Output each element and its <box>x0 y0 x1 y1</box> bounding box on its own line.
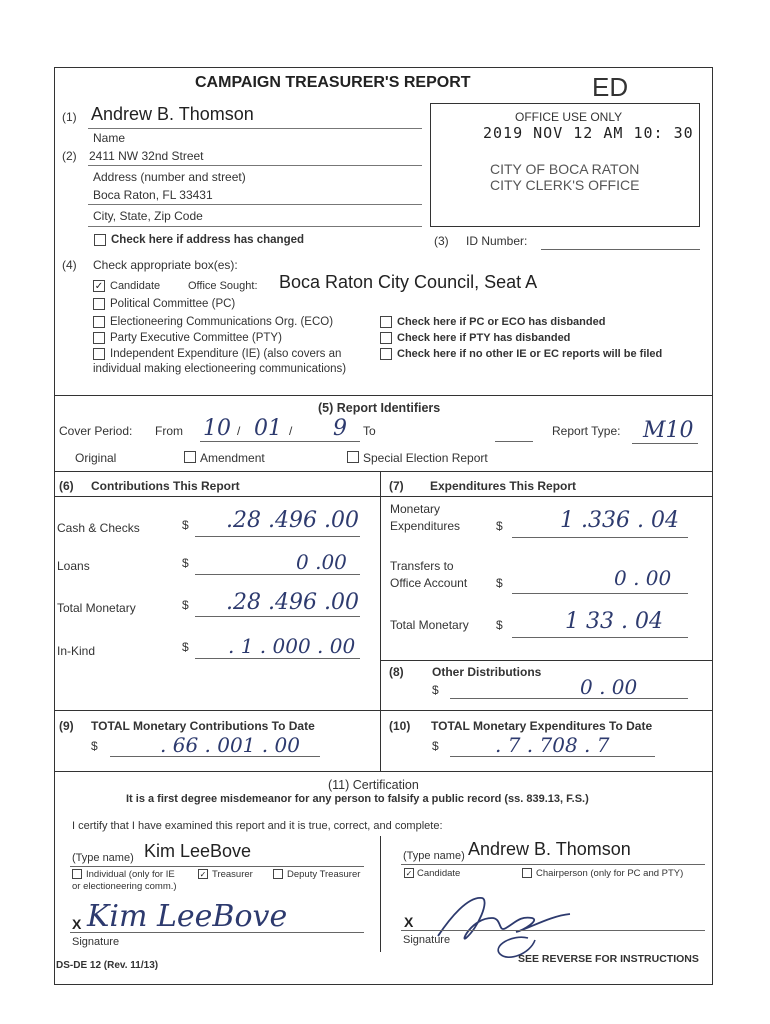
section-7-num: (7) <box>389 479 404 493</box>
city-line <box>88 204 422 205</box>
total-monetary-contrib-label: Total Monetary <box>57 601 136 615</box>
report-type-line <box>632 443 698 444</box>
date-stamp: 2019 NOV 12 AM 10: 30 <box>483 124 694 142</box>
section-3-num: (3) <box>434 234 449 248</box>
cert-candidate-label: Candidate <box>417 868 461 879</box>
falsify-warning: It is a first degree misdemeanor for any person to falsify a public record (ss. 839.13, F.S.) <box>126 793 589 805</box>
section-4-num: (4) <box>62 258 77 272</box>
section-10-num: (10) <box>389 719 411 733</box>
special-election-label: Special Election Report <box>363 451 488 465</box>
check-boxes-instruction: Check appropriate box(es): <box>93 258 238 272</box>
individual-label: Individual (only for IE <box>86 869 175 880</box>
no-other-reports-checkbox[interactable] <box>380 348 392 360</box>
certify-statement: I certify that I have examined this report and it is true, correct, and complete: <box>72 820 443 832</box>
individual-checkbox[interactable] <box>72 869 82 879</box>
section-9-num: (9) <box>59 719 74 733</box>
see-reverse-instructions: SEE REVERSE FOR INSTRUCTIONS <box>518 953 699 965</box>
candidate-checkbox[interactable]: ✓ <box>94 281 104 292</box>
individual-label-continued: or electioneering comm.) <box>72 881 177 892</box>
treasurer-label: Treasurer <box>212 869 253 880</box>
signature-divider <box>380 836 381 952</box>
street-line <box>88 165 422 166</box>
city-stamp-line2: CITY CLERK'S OFFICE <box>490 177 640 193</box>
city-value: Boca Raton, FL 33431 <box>93 188 213 202</box>
section-8-num: (8) <box>389 665 404 679</box>
total-monetary-exp-label: Total Monetary <box>390 618 469 632</box>
no-other-reports-label: Check here if no other IE or EC reports will be filed <box>397 348 663 360</box>
other-distributions-value: 0 . 00 <box>580 675 638 699</box>
form-title: CAMPAIGN TREASURER'S REPORT <box>195 74 471 91</box>
special-election-checkbox[interactable] <box>347 451 359 463</box>
transfers-label-1: Transfers to <box>390 559 454 573</box>
candidate-x-mark: X <box>404 914 414 930</box>
from-year: 9 <box>333 416 347 441</box>
cash-checks-label: Cash & Checks <box>57 521 140 535</box>
transfers-label-2: Office Account <box>390 576 468 590</box>
name-line <box>88 128 422 129</box>
treasurer-signature: Kim LeeBove <box>87 899 288 934</box>
from-day: 01 <box>254 416 282 441</box>
section-1-num: (1) <box>62 110 77 124</box>
disband-pty-checkbox[interactable] <box>380 332 392 344</box>
report-type-value: M10 <box>643 418 694 443</box>
total-monetary-contrib-value: .28 .496 .00 <box>226 590 359 615</box>
from-date-line <box>200 441 360 442</box>
section-6-header-rule <box>54 496 713 497</box>
monetary-exp-value: 1 .336 . 04 <box>560 508 679 533</box>
cover-period-label: Cover Period: <box>59 424 133 438</box>
section-6-top-rule <box>54 471 713 472</box>
disband-pty-label: Check here if PTY has disbanded <box>397 332 571 344</box>
candidate-name-value: Andrew B. Thomson <box>91 104 254 124</box>
id-number-label: ID Number: <box>466 234 528 248</box>
certification-title: (11) Certification <box>328 778 419 792</box>
candidate-label: Candidate <box>110 280 161 292</box>
disband-pc-eco-checkbox[interactable] <box>380 316 392 328</box>
total-exp-to-date-value: . 7 . 708 . 7 <box>495 733 610 757</box>
to-label: To <box>363 424 376 438</box>
chairperson-checkbox[interactable] <box>522 868 532 878</box>
treasurer-checkbox[interactable]: ✓ <box>199 870 207 879</box>
candidate-signature-label: Signature <box>403 934 451 946</box>
office-sought-value: Boca Raton City Council, Seat A <box>279 272 538 292</box>
cash-checks-value: .28 .496 .00 <box>226 508 359 533</box>
total-exp-to-date-title: TOTAL Monetary Expenditures To Date <box>431 719 653 733</box>
treasurer-signature-label: Signature <box>72 936 120 948</box>
section-6-num: (6) <box>59 479 74 493</box>
name-label: Name <box>93 131 126 145</box>
candidate-typed-name: Andrew B. Thomson <box>468 839 631 859</box>
address-changed-label: Check here if address has changed <box>111 234 305 246</box>
chairperson-label: Chairperson (only for PC and PTY) <box>536 868 684 879</box>
report-identifiers-title: (5) Report Identifiers <box>318 401 441 415</box>
treasurer-type-name-label: (Type name) <box>72 852 134 864</box>
deputy-treasurer-checkbox[interactable] <box>273 869 283 879</box>
office-use-label: OFFICE USE ONLY <box>515 110 623 124</box>
address-changed-checkbox[interactable] <box>94 234 106 246</box>
total-contrib-to-date-value: . 66 . 001 . 00 <box>160 733 300 757</box>
treasurer-x-mark: X <box>72 916 82 932</box>
stamp-overlay: ED <box>592 72 629 102</box>
total-contrib-to-date-title: TOTAL Monetary Contributions To Date <box>91 719 315 733</box>
ie-label-continued: individual making electioneering communications) <box>93 363 347 375</box>
amendment-checkbox[interactable] <box>184 451 196 463</box>
amendment-label: Amendment <box>200 451 265 465</box>
office-sought-label: Office Sought: <box>188 280 258 292</box>
deputy-treasurer-label: Deputy Treasurer <box>287 869 361 880</box>
pty-label: Party Executive Committee (PTY) <box>110 332 282 344</box>
candidate-type-name-label: (Type name) <box>403 850 465 862</box>
monetary-exp-label-2: Expenditures <box>390 519 461 533</box>
section-2-num: (2) <box>62 149 77 163</box>
street-value: 2411 NW 32nd Street <box>89 149 204 163</box>
to-date-line <box>495 441 533 442</box>
pty-checkbox[interactable] <box>93 332 105 344</box>
in-kind-value: . 1 . 000 . 00 <box>228 634 356 658</box>
report-type-label: Report Type: <box>552 424 621 438</box>
contributions-title: Contributions This Report <box>91 479 240 493</box>
city-stamp-line1: CITY OF BOCA RATON <box>490 161 640 177</box>
loans-label: Loans <box>57 559 90 573</box>
disband-pc-eco-label: Check here if PC or ECO has disbanded <box>397 316 606 328</box>
from-month: 10 <box>203 416 231 441</box>
treasurer-typed-name: Kim LeeBove <box>144 841 252 861</box>
pc-label: Political Committee (PC) <box>110 298 236 310</box>
pc-checkbox[interactable] <box>93 298 105 310</box>
city-label: City, State, Zip Code <box>93 209 203 223</box>
section-8-top-rule <box>380 660 713 661</box>
in-kind-label: In-Kind <box>57 644 96 658</box>
loans-value: 0 .00 <box>296 550 347 574</box>
id-number-line <box>541 249 700 250</box>
monetary-exp-label-1: Monetary <box>390 502 441 516</box>
cert-candidate-checkbox[interactable]: ✓ <box>405 869 413 878</box>
city-label-line <box>88 226 422 227</box>
from-label: From <box>155 424 183 438</box>
ie-checkbox[interactable] <box>93 348 105 360</box>
section-5-top-rule <box>54 395 713 396</box>
eco-checkbox[interactable] <box>93 316 105 328</box>
center-divider <box>380 471 381 771</box>
expenditures-title: Expenditures This Report <box>430 479 577 493</box>
ie-label: Independent Expenditure (IE) (also covers an <box>110 348 342 360</box>
street-label: Address (number and street) <box>93 170 246 184</box>
other-distributions-title: Other Distributions <box>432 665 542 679</box>
transfers-value: 0 . 00 <box>614 566 672 590</box>
total-monetary-exp-value: 1 33 . 04 <box>565 609 663 634</box>
section-11-top-rule <box>54 771 713 772</box>
original-label: Original <box>75 451 117 465</box>
section-9-top-rule <box>54 710 713 711</box>
eco-label: Electioneering Communications Org. (ECO) <box>110 316 334 328</box>
form-id: DS-DE 12 (Rev. 11/13) <box>56 960 159 971</box>
